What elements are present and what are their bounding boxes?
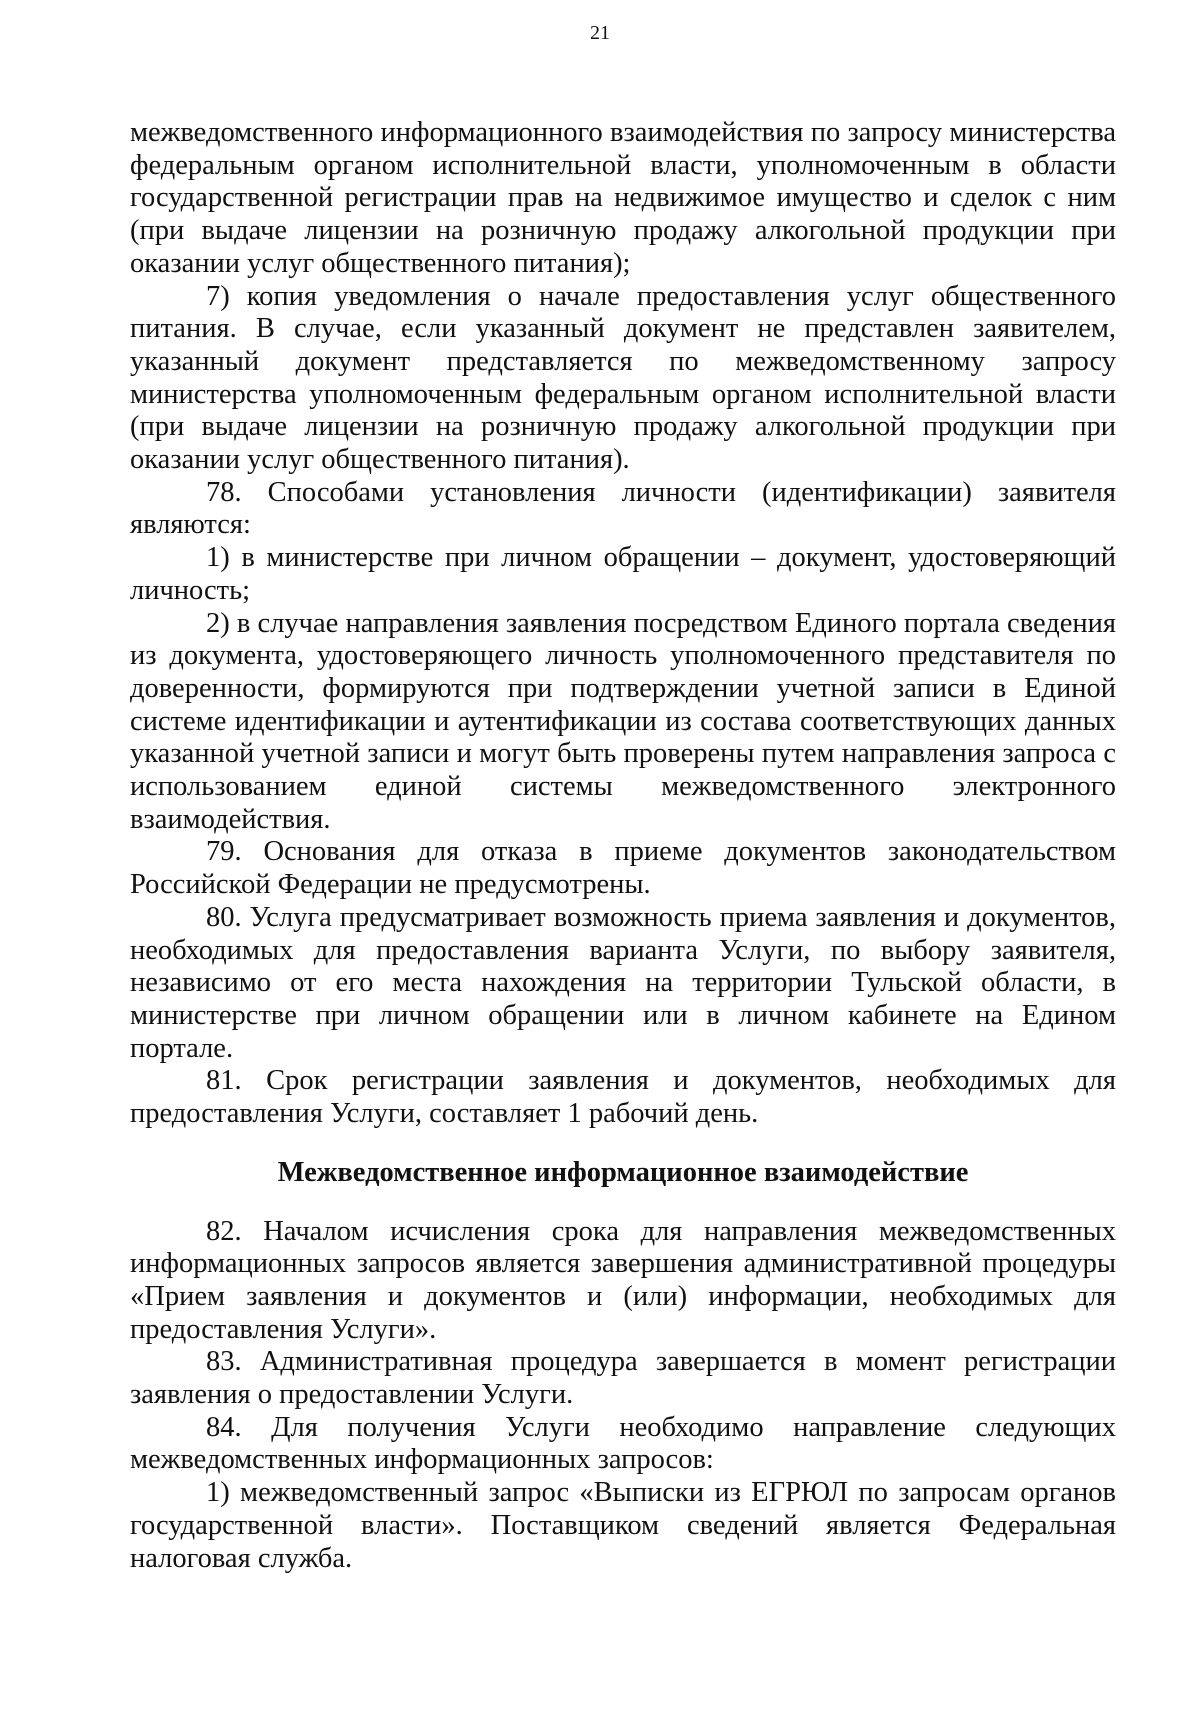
section-heading: Межведомственное информационное взаимодействие [277, 1156, 969, 1188]
paragraph-83: 83. Административная процедура завершается в момент регистрации заявления о предоставлении Услуги. [130, 1346, 1116, 1411]
paragraph-81: 81. Срок регистрации заявления и документов, необходимых для предоставления Услуги, составляет 1 рабочий день. [130, 1065, 1116, 1130]
paragraph-item-7: 7) копия уведомления о начале предоставления услуг общественного питания. В случае, если указанный документ не представлен заявителем, указанный документ представляется по межведомственному запросу министерства уполномоченным федеральным органом исполнительной власти (при выдаче лицензии на розничную продажу алкогольной продукции при оказании услуг общественного питания). [130, 280, 1116, 476]
paragraph-84-item-1: 1) межведомственный запрос «Выписки из ЕГРЮЛ по запросам органов государственной власти». Поставщиком сведений является Федеральная налоговая служба. [130, 1477, 1116, 1574]
page-number: 21 [590, 22, 610, 44]
paragraph-80: 80. Услуга предусматривает возможность приема заявления и документов, необходимых для предоставления варианта Услуги, по выбору заявителя, независимо от его места нахождения на территории Тульской области, в министерстве при личном обращении или в личном кабинете на Едином портале. [130, 901, 1116, 1064]
document-body [130, 117, 1116, 1575]
paragraph-82: 82. Началом исчисления срока для направления межведомственных информационных запросов является завершения административной процедуры «Прием заявления и документов и (или) информации, необходимых для предоставления Услуги». [130, 1215, 1116, 1345]
paragraph-78-item-2: 2) в случае направления заявления посредством Единого портала сведения из документа, удостоверяющего личность уполномоченного представителя по доверенности, формируются при подтверждении учетной записи в Единой системе идентификации и аутентификации из состава соответствующих данных указанной учетной записи и могут быть проверены путем направления запроса с использованием единой системы межведомственного электронного взаимодействия. [130, 607, 1116, 835]
paragraph-78: 78. Способами установления личности (идентификации) заявителя являются: [130, 476, 1116, 541]
paragraph-continuation: межведомственного информационного взаимодействия по запросу министерства федеральным органом исполнительной власти, уполномоченным в области государственной регистрации прав на недвижимое имущество и сделок с ним (при выдаче лицензии на розничную продажу алкогольной продукции при оказании услуг общественного питания); [130, 117, 1116, 279]
paragraph-84: 84. Для получения Услуги необходимо направление следующих межведомственных информационных запросов: [130, 1411, 1116, 1476]
paragraph-78-item-1: 1) в министерстве при личном обращении – документ, удостоверяющий личность; [130, 542, 1116, 606]
paragraph-79: 79. Основания для отказа в приеме документов законодательством Российской Федерации не предусмотрены. [130, 836, 1116, 901]
